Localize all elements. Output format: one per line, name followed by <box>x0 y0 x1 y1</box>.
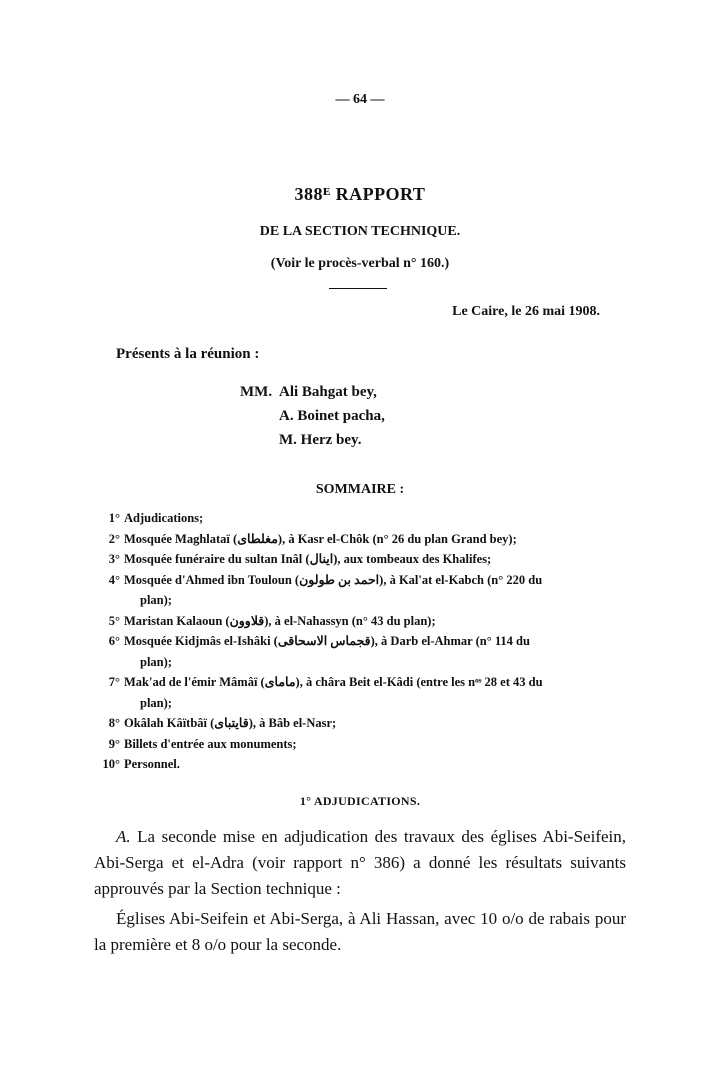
summary-item-text: Mosquée Maghlataï (مغلطاى), à Kasr el-Chôk (n° 26 du plan Grand bey); <box>124 531 517 546</box>
attendee <box>240 428 385 452</box>
paragraph-text: La seconde mise en adjudication des travaux des églises Abi-Seifein, Abi-Serga et el-Adra (voir rapport n° 386) a donné les résultats suivants approuvés par la Section technique : <box>94 827 626 898</box>
summary-item <box>86 754 626 775</box>
summary-heading: SOMMAIRE : <box>315 482 405 497</box>
summary-item <box>86 570 626 611</box>
summary-item-text: Mosquée Kidjmâs el-Ishâki (قجماس الاسحاقى), à Darb el-Ahmar (n° 114 du <box>124 634 530 648</box>
attendee-name: M. Herz bey. <box>279 432 362 448</box>
summary-item-continuation: plan); <box>140 695 172 710</box>
report-title: 388ᴱ RAPPORT <box>294 184 426 204</box>
summary-item-text: Mak'ad de l'émir Mâmâï (ماماى), à châra Beit el-Kâdi (entre les nᵒˢ 28 et 43 du <box>124 675 543 689</box>
summary-item-number: 3° <box>108 552 120 566</box>
adjudication-result-paragraph: Églises Abi-Seifein et Abi-Serga, à Ali Hassan, avec 10 o/o de rabais pour la première et 8 o/o pour la seconde. <box>94 909 626 954</box>
summary-item-text: Adjudications; <box>124 511 204 525</box>
summary-item-number: 2° <box>108 531 120 546</box>
summary-item-number: 10° <box>102 757 120 771</box>
section-title: DE LA SECTION TECHNIQUE. <box>259 224 461 239</box>
attendee <box>240 404 385 428</box>
summary-item-text: Mosquée d'Ahmed ibn Touloun (احمد بن طولون), à Kal'at el-Kabch (n° 220 du <box>124 572 543 587</box>
summary-item-number: 6° <box>108 634 120 648</box>
summary-item <box>86 611 626 632</box>
summary-item-continuation: plan); <box>140 654 172 669</box>
summary-item <box>86 631 626 672</box>
summary-item-text: Okâlah Kâïtbâï (قايتباى), à Bâb el-Nasr; <box>124 716 337 730</box>
title-divider <box>329 288 387 289</box>
summary-item-number: 8° <box>108 716 120 730</box>
summary-item-number: 5° <box>108 613 120 628</box>
proces-verbal-reference: (Voir le procès-verbal n° 160.) <box>270 256 450 271</box>
dateline: Le Caire, le 26 mai 1908. <box>452 304 600 319</box>
summary-item-text: Billets d'entrée aux monuments; <box>124 736 297 751</box>
summary-item <box>86 672 626 713</box>
summary-item-number: 4° <box>108 572 120 587</box>
adjudications-heading: 1° ADJUDICATIONS. <box>299 794 421 808</box>
summary-list <box>86 508 626 775</box>
summary-item-text: Mosquée funéraire du sultan Inâl (اينال), aux tombeaux des Khalifes; <box>124 552 492 566</box>
attendee <box>240 380 385 404</box>
summary-item <box>86 549 626 570</box>
summary-item-text: Personnel. <box>124 757 180 771</box>
adjudication-paragraph <box>94 824 626 902</box>
summary-item-number: 9° <box>108 736 120 751</box>
summary-item-text: Maristan Kalaoun (قلاوون), à el-Nahassyn (n° 43 du plan); <box>124 613 436 628</box>
attendee-list <box>240 380 385 452</box>
summary-item-number: 7° <box>108 675 120 689</box>
summary-item <box>86 713 626 734</box>
paragraph-lead-letter: A. <box>116 827 131 846</box>
summary-item-number: 1° <box>108 511 120 525</box>
attendee-name: Ali Bahgat bey, <box>279 384 377 400</box>
summary-item <box>86 508 626 529</box>
attendee-name: A. Boinet pacha, <box>279 408 385 424</box>
summary-item <box>86 734 626 755</box>
attendee-prefix: MM. <box>240 384 273 400</box>
summary-item <box>86 529 626 550</box>
summary-item-continuation: plan); <box>140 593 172 607</box>
present-label: Présents à la réunion : <box>116 346 260 362</box>
page-number: — 64 — <box>335 92 385 107</box>
